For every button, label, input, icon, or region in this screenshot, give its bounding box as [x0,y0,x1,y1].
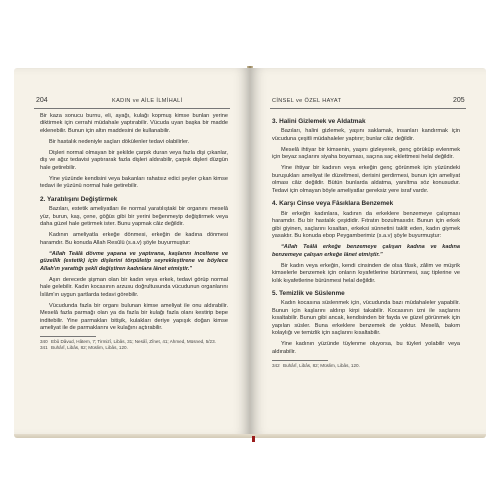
footnote-rule [272,360,328,361]
bookmark-ribbon [252,436,255,442]
body-paragraph: Yine kadının yüzünde tüylenme oluyorsa, bu tüyleri yolabilir veya aldırabilir. [272,341,460,355]
body-paragraph: Bazıları, halini gizlemek, yaşını saklamak, insanları kandırmak için vücuduna çeşitli müdahaleler yaptırır; bunlar câiz değildir. [272,128,460,142]
body-paragraph: Kadın kocasına süslenmek için, vücudunda bazı müdahaleler yapabilir. Bunun için kaşlarını aldırıp kirpi takabilir. Kocasının izni ile saçlarını kısaltabilir. Bunun gibi ancak, kendisinden bir fayda ve güzel görünmek için yapılan süsler. Buna erkeklere benzemek de yoktur. Meselâ, bakım kolaylığı ve temizlik için saçlarını kısaltabilir. [272,300,460,337]
right-page-number: 205 [453,97,465,104]
body-paragraph: Yine ihtiyar bir kadının veya erkeğin genç görünmek için yüzündeki buruşukları ameliyat ile düzeltmesi, derisini gerdirmesi, bunun için ameliyat olması câiz değildir. Bütün bunlarda aldatma, yanıltma söz konusudur. Tedavi için olmayan böyle ameliyatlar gereksiz yere israf vardır. [272,165,460,194]
body-paragraph: Bir hastalık nedeniyle saçları dökülenler tedavi olabilirler. [49,138,190,145]
body-paragraph: Bir erkeğin kadınlara, kadının da erkeklere benzemeye çalışması haramdır. Bu bir hastalık çeşididir. Fıtratın bozulmasıdır. Bunun için erkek gibi giyinen, saçlarını kısaltan, erkeksi sünnetini taklit eden, kadın giymek yasaktır. Bu konuda ebop Peygamberimiz (s.a.v) şöyle buyurmuştur: [272,210,460,240]
body-paragraph: Aşırı derecede şişman olan bir kadın veya erkek, tedavi görüp normal hale gelebilir. Kadın kocasının arzusu doğrultusunda vücudunun organlarını İslâm'ın uygun şartlarda tedavi görebilir. [40,276,228,298]
left-page-body [40,113,228,351]
footnote-text: Buhârî, Libâs, 82; Müslim, Libâs, 120. [283,363,360,369]
section-heading: 2. Yaratılışını Değiştirmek [40,195,118,203]
section-heading: 4. Karşı Cinse veya Fâsıklara Benzemek [272,200,394,208]
left-page-number: 204 [36,97,48,104]
hadith-quote: “Allah Teâlâ erkeğe benzemeye çalışan kadına ve kadına benzemeye çalışan erkeğe lânet etmiştir.” [272,244,460,258]
section-heading: 3. Halini Gizlemek ve Aldatmak [272,118,366,125]
footnote-text: Ebû Dâvud, Hâtem, 7; Tirmizî, Libâs, 31; Nesâî, Zînet, 41; Ahmed, Müsned, 5/23. [51,339,216,345]
right-header-rule [270,108,466,109]
footnote-rule [40,336,96,337]
footnote-number: 340 [40,339,48,345]
body-paragraph: Bazıları, estetik ameliyatları ile normal yaratılıştaki bir organını meselâ yüz, burun, kaş, çene, göğüs gibi bir yerini beğenmeyip değiştirmek veya daha güzel hale getirmek ister. Bunu yapmak câiz değildir. [40,206,228,228]
footnote [272,363,460,369]
footnote-text: Buhârî, Libâs, 82; Müslim, Libâs, 120. [51,345,128,351]
body-paragraph: Bir kadın veya erkeğin, kendi cinsinden de olsa fâsık, zâlim ve müşrik kimselerle benzemek için onların kıyafetlerine bürünmesi, saç tiplerine ve kılık kıyafetlerine bürünmesi helal değildir. [272,262,460,284]
right-page-body [272,113,460,369]
section-heading: 5. Temizlik ve Süslenme [272,289,345,297]
body-paragraph: Yine yüzünde kendisini veya bakanları rahatsız edici şeyler çıkan kimse tedavi ile yüzünü normal hale getirebilir. [40,175,228,190]
footnote-number: 341 [40,345,48,351]
body-paragraph: Meselâ ihtiyar bir kimsenin, yaşını gizleyerek, genç görüküp evlenmek için beyaz saçlarını siyaha boyaması, saçına saç eklettmesi helal değildir. [272,146,460,161]
body-paragraph: Kadının ameliyatla erkeğe dönmesi, erkeğin de kadına dönmesi haramdır. Bu konuda Allah Resûlü (s.a.v) şöyle buyurmuştur: [40,232,228,246]
body-paragraph: Vücudunda fazla bir organı bulunan kimse ameliyat ile onu aldırabilir. Meselâ fazla parmağı olan ya da fazla bir kulağı fazla olanı kestirip bepe inditebilir. Yine parmakları bitişik, kulakları deriye yapışık doğan kimse ameliyat ile de parmaklarını ve kulağını açtırabilir. [40,302,228,332]
left-header-rule [34,108,230,109]
page-edges [14,434,486,438]
footnote-number: 342 [272,363,280,369]
left-running-header: KADIN ve AİLE İLMİHALİ [112,98,183,104]
right-page [250,68,486,436]
body-paragraph: Dişleri normal olmayan bir şekilde çarpık duran veya fazla dişi çıkanlar, diş ve ağız tedavisi yaptırarak fazla dişleri aldırabilir, çarpık dişleri düzgün hale getirebilir. [40,150,228,171]
right-running-header: CİNSEL ve ÖZEL HAYAT [272,98,342,104]
footnote [40,345,228,351]
body-paragraph: Bir kaza sonucu burnu, eli, ayağı, kulağı kopmuş kimse bunları yerine diktirmek için cerrahi müdahale yaptırabilir. Vücuda uyan başka bir madde eklenebilir. Bunun için altın maddesini de kullanabilir. [40,113,228,134]
hadith-quote: “Allah Teâlâ dövme yapana ve yaptırana, kaşlarını inceltene ve güzellik (estetik) için dişlerini törpületip seyrekleştirene ve böylece Allah'ın yarattığı şekli değiştiren kadınlara lânet etmiştir.” [40,250,228,272]
left-page [14,68,250,436]
open-book [14,68,486,438]
